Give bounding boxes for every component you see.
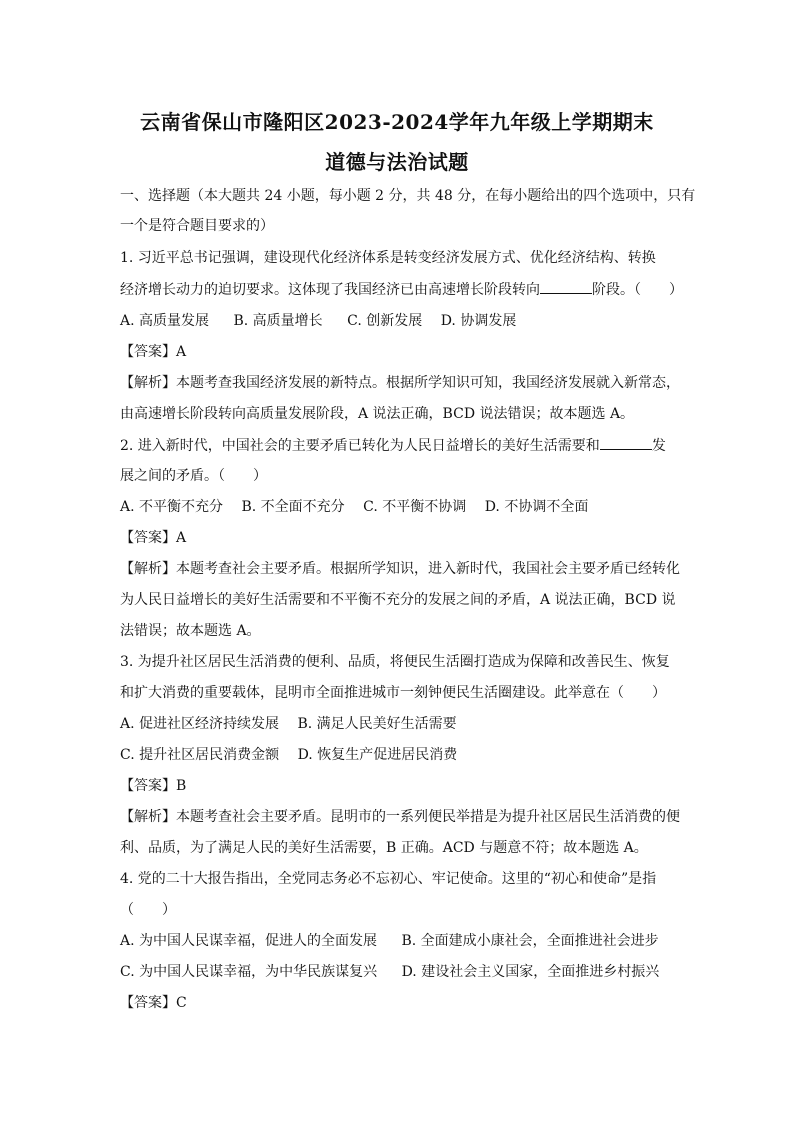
- option-b: B. 不全面不充分: [241, 499, 345, 515]
- question-3-options-row1: [120, 714, 680, 734]
- question-4-options-row2: [120, 962, 680, 982]
- option-c: C. 提升社区居民消费金额: [120, 747, 280, 763]
- question-3-options-row2: [120, 745, 680, 765]
- question-2-options: [120, 497, 680, 517]
- section-instruction-cont: 一个是符合题目要求的）: [120, 218, 274, 234]
- option-a: A. 高质量发展: [120, 313, 210, 329]
- option-b: B. 满足人民美好生活需要: [297, 716, 457, 732]
- question-2-answer: 【答案】A: [120, 530, 187, 546]
- question-1-answer: 【答案】A: [120, 344, 187, 360]
- option-d: D. 协调发展: [440, 313, 517, 329]
- question-3-answer: 【答案】B: [120, 778, 187, 794]
- question-1-text-end: 阶段。（ ）: [592, 282, 683, 298]
- fill-blank: [540, 279, 592, 294]
- question-1-text: 经济增长动力的迫切要求。这体现了我国经济已由高速增长阶段转向: [120, 282, 540, 298]
- option-c: C. 创新发展: [347, 313, 423, 329]
- question-2-stem-cont: 展之间的矛盾。（ ）: [120, 468, 267, 484]
- option-a: A. 促进社区经济持续发展: [120, 716, 280, 732]
- option-d: D. 不协调不全面: [484, 499, 589, 515]
- option-a: A. 不平衡不充分: [120, 499, 224, 515]
- question-3-analysis: 【解析】本题考查社会主要矛盾。昆明市的一系列便民举措是为提升社区居民生活消费的便: [120, 809, 680, 825]
- question-3-analysis-cont: 利、品质，为了满足人民的美好生活需要，B 正确。ACD 与题意不符；故本题选 A。: [120, 840, 648, 856]
- question-2-stem: [120, 435, 680, 456]
- question-2-text: 2. 进入新时代，中国社会的主要矛盾已转化为人民日益增长的美好生活需要和: [120, 438, 600, 454]
- option-c: C. 不平衡不协调: [363, 499, 467, 515]
- question-3-stem-cont: 和扩大消费的重要载体，昆明市全面推进城市一刻钟便民生活圈建设。此举意在（ ）: [120, 685, 666, 701]
- question-1-analysis: 【解析】本题考查我国经济发展的新特点。根据所学知识可知，我国经济发展就入新常态，: [120, 375, 680, 391]
- page-title: 云南省保山市隆阳区2023-2024学年九年级上学期期末: [140, 110, 654, 134]
- question-2-text-end: 发: [651, 438, 666, 454]
- question-4-stem: 4. 党的二十大报告指出，全党同志务必不忘初心、牢记使命。这里的“初心和使命”是指: [120, 871, 657, 887]
- question-3-stem: 3. 为提升社区居民生活消费的便利、品质，将便民生活圈打造成为保障和改善民生、恢复: [120, 654, 670, 670]
- question-2-analysis-end: 法错误；故本题选 A。: [120, 623, 261, 639]
- question-4-stem-cont: （ ）: [120, 902, 176, 918]
- question-2-analysis: 【解析】本题考查社会主要矛盾。根据所学知识，进入新时代，我国社会主要矛盾已经转化: [120, 561, 680, 577]
- option-b: B. 全面建成小康社会，全面推进社会进步: [401, 933, 659, 949]
- question-1-options: [120, 311, 680, 331]
- option-c: C. 为中国人民谋幸福，为中华民族谋复兴: [120, 964, 378, 980]
- option-d: D. 建设社会主义国家，全面推进乡村振兴: [401, 964, 660, 980]
- question-1-stem: 1. 习近平总书记强调，建设现代化经济体系是转变经济发展方式、优化经济结构、转换: [120, 250, 656, 266]
- option-a: A. 为中国人民谋幸福，促进人的全面发展: [120, 933, 378, 949]
- page-subtitle: 道德与法治试题: [325, 150, 469, 174]
- option-d: D. 恢复生产促进居民消费: [297, 747, 458, 763]
- question-1-stem-cont: [120, 279, 683, 300]
- question-4-options-row1: [120, 931, 680, 951]
- question-1-analysis-cont: 由高速增长阶段转向高质量发展阶段，A 说法正确，BCD 说法错误；故本题选 A。: [120, 406, 635, 422]
- question-4-answer: 【答案】C: [120, 995, 187, 1011]
- question-2-analysis-cont: 为人民日益增长的美好生活需要和不平衡不充分的发展之间的矛盾，A 说法正确，BCD 说: [120, 592, 676, 608]
- option-b: B. 高质量增长: [233, 313, 323, 329]
- fill-blank: [600, 435, 652, 450]
- section-instruction: 一、选择题（本大题共 24 小题，每小题 2 分，共 48 分，在每小题给出的四个选项中，只有: [120, 188, 696, 204]
